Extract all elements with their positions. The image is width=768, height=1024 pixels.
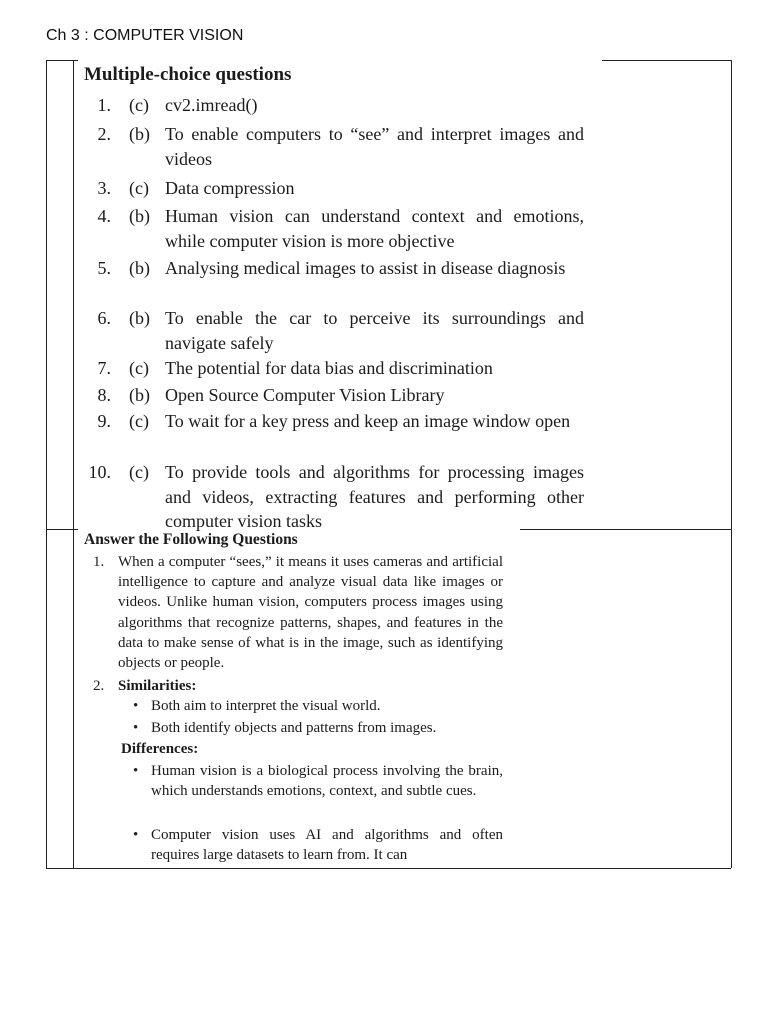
mcq-item-option: (b) xyxy=(129,258,150,278)
table-top-border-right xyxy=(602,60,731,61)
mcq-item-text: To wait for a key press and keep an image window open xyxy=(165,411,571,431)
answers-heading: Answer the Following Questions xyxy=(84,531,298,548)
mcq-item xyxy=(84,356,584,381)
mcq-item-number: 2. xyxy=(97,124,111,144)
mcq-heading: Multiple-choice questions xyxy=(84,64,292,85)
mcq-item-text: Open Source Computer Vision Library xyxy=(165,385,445,405)
answer-number: 2. xyxy=(93,678,105,694)
table-inner-column-line xyxy=(73,60,74,868)
mcq-item-number: 6. xyxy=(97,308,111,328)
mcq-item-option: (c) xyxy=(129,95,149,115)
mcq-item-option: (c) xyxy=(129,411,149,431)
mcq-item-text: To enable the car to perceive its surroundings and navigate safely xyxy=(165,308,584,353)
mcq-item-option: (b) xyxy=(129,385,150,405)
mcq-item-number: 10. xyxy=(88,462,111,482)
bullet-icon: • xyxy=(133,827,139,843)
mcq-item-option: (c) xyxy=(129,462,149,482)
differences-label: Differences: xyxy=(121,741,199,757)
mcq-item-text: cv2.imread() xyxy=(165,95,258,115)
bullet-icon: • xyxy=(133,698,139,714)
mcq-item-option: (b) xyxy=(129,124,150,144)
answer-number: 1. xyxy=(93,554,105,570)
mcq-item-text: The potential for data bias and discrimination xyxy=(165,358,493,378)
mcq-item-option: (b) xyxy=(129,206,150,226)
mcq-item-text: To provide tools and algorithms for processing images and videos, extracting features and performing other computer vision tasks xyxy=(165,462,584,531)
mcq-item-option: (b) xyxy=(129,308,150,328)
page-title: Ch 3 : COMPUTER VISION xyxy=(46,27,244,44)
difference-item: Computer vision uses AI and algorithms and often requires large datasets to learn from. It can xyxy=(151,827,503,864)
mcq-item-text: To enable computers to “see” and interpret images and videos xyxy=(165,124,584,169)
mcq-item-option: (c) xyxy=(129,178,149,198)
mcq-item-number: 7. xyxy=(97,358,111,378)
mcq-item xyxy=(84,460,584,534)
mcq-item-text: Data compression xyxy=(165,178,295,198)
similarity-item: Both identify objects and patterns from images. xyxy=(151,720,437,736)
mcq-item xyxy=(84,122,584,171)
answer-text: When a computer “sees,” it means it uses cameras and artificial intelligence to capture and analyze visual data like images or videos. Unlike human vision, computers process images using algorithms that recognize patterns, shapes, and features in the data to make sense of what is in the image, such as identifying objects or people. xyxy=(118,554,503,672)
bullet-icon: • xyxy=(133,720,139,736)
bullet-icon: • xyxy=(133,763,139,779)
mcq-item-number: 5. xyxy=(97,258,111,278)
mcq-item-number: 3. xyxy=(97,178,111,198)
mcq-item xyxy=(84,176,584,201)
mcq-item xyxy=(84,306,584,355)
mcq-item-text: Analysing medical images to assist in disease diagnosis xyxy=(165,258,566,278)
mcq-item-option: (c) xyxy=(129,358,149,378)
mcq-item-text: Human vision can understand context and emotions, while computer vision is more objective xyxy=(165,206,584,251)
difference-item: Human vision is a biological process involving the brain, which understands emotions, context, and subtle cues. xyxy=(151,763,503,800)
mcq-item xyxy=(84,93,584,118)
mcq-item xyxy=(84,383,584,408)
mcq-item-number: 4. xyxy=(97,206,111,226)
table-bottom-border xyxy=(46,868,731,869)
table-right-border xyxy=(731,60,732,868)
mcq-item xyxy=(84,204,584,253)
mcq-item-number: 1. xyxy=(97,95,111,115)
table-left-border xyxy=(46,60,47,868)
mcq-item xyxy=(84,256,584,281)
similarities-label: Similarities: xyxy=(118,678,197,694)
mcq-item xyxy=(84,409,584,434)
similarity-item: Both aim to interpret the visual world. xyxy=(151,698,381,714)
mcq-item-number: 8. xyxy=(97,385,111,405)
mcq-item-number: 9. xyxy=(97,411,111,431)
